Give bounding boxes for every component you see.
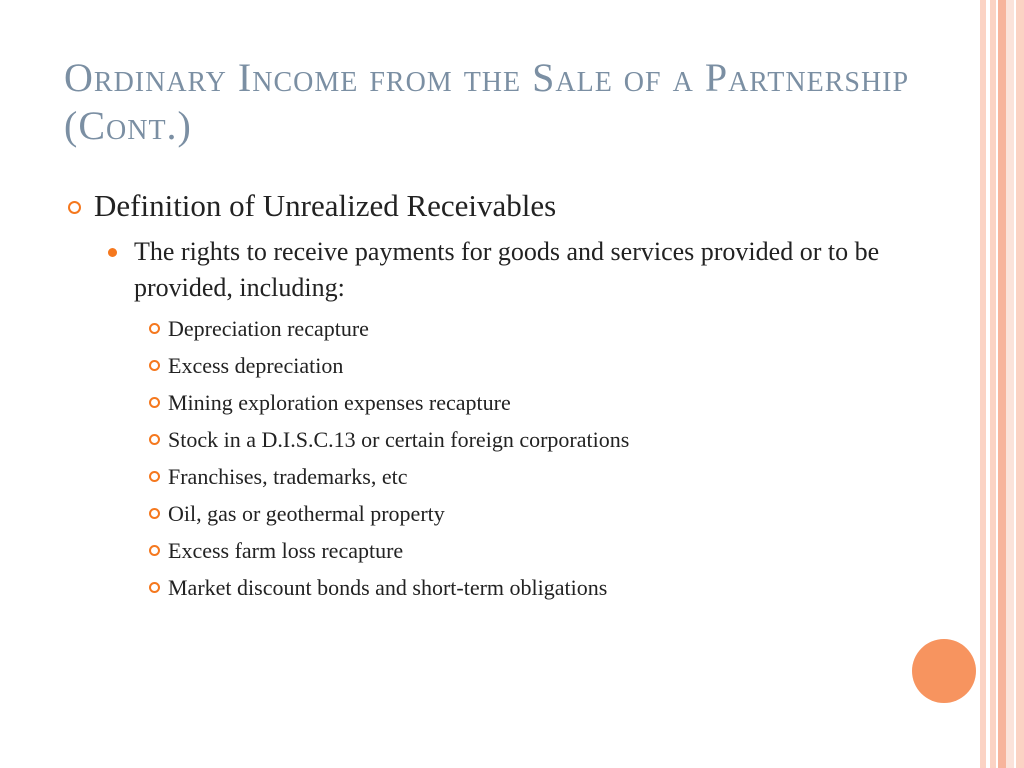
list-item bbox=[168, 421, 904, 458]
decorative-circle bbox=[912, 639, 976, 703]
ring-bullet-icon bbox=[149, 360, 160, 371]
ring-bullet-icon bbox=[149, 582, 160, 593]
list-item bbox=[168, 384, 904, 421]
ring-bullet-icon bbox=[149, 434, 160, 445]
list-item-text: Excess depreciation bbox=[168, 353, 344, 378]
slide-title: Ordinary Income from the Sale of a Partnership (Cont.) bbox=[64, 55, 910, 148]
list-item bbox=[168, 458, 904, 495]
bullet-level1-text: Definition of Unrealized Receivables bbox=[94, 188, 557, 223]
sub-bullet-list bbox=[168, 310, 904, 606]
list-item-text: Depreciation recapture bbox=[168, 316, 369, 341]
ring-bullet-icon bbox=[149, 323, 160, 334]
slide-content bbox=[64, 186, 904, 606]
list-item bbox=[168, 347, 904, 384]
decorative-side-stripes bbox=[980, 0, 1024, 768]
stripe bbox=[1016, 0, 1024, 768]
list-item-text: Oil, gas or geothermal property bbox=[168, 501, 445, 526]
ring-bullet-icon bbox=[149, 508, 160, 519]
list-item-text: Mining exploration expenses recapture bbox=[168, 390, 511, 415]
list-item bbox=[168, 495, 904, 532]
ring-bullet-icon bbox=[68, 201, 81, 214]
bullet-level2-text: The rights to receive payments for goods and services provided or to be provided, including: bbox=[134, 237, 880, 302]
list-item bbox=[168, 532, 904, 569]
list-item bbox=[168, 569, 904, 606]
ring-bullet-icon bbox=[149, 397, 160, 408]
dot-bullet-icon bbox=[108, 248, 117, 257]
stripe bbox=[998, 0, 1006, 768]
list-item-text: Stock in a D.I.S.C.13 or certain foreign corporations bbox=[168, 427, 630, 452]
ring-bullet-icon bbox=[149, 471, 160, 482]
bullet-level2 bbox=[134, 234, 904, 306]
stripe bbox=[990, 0, 996, 768]
stripe bbox=[1006, 0, 1014, 768]
list-item-text: Franchises, trademarks, etc bbox=[168, 464, 408, 489]
list-item-text: Excess farm loss recapture bbox=[168, 538, 404, 563]
stripe bbox=[980, 0, 986, 768]
bullet-level1 bbox=[64, 186, 904, 226]
list-item-text: Market discount bonds and short-term obligations bbox=[168, 575, 608, 600]
list-item bbox=[168, 310, 904, 347]
ring-bullet-icon bbox=[149, 545, 160, 556]
